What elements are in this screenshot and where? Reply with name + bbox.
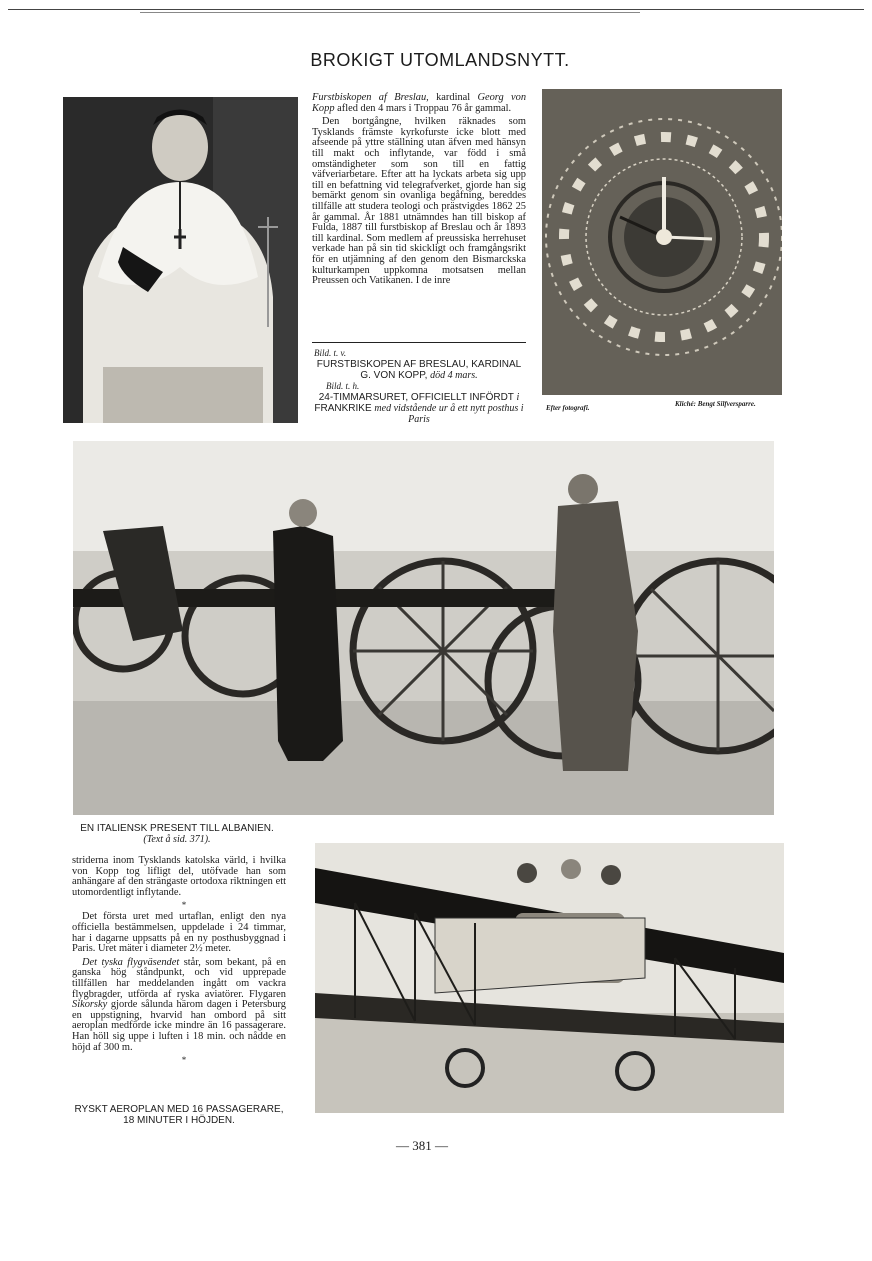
caption-right-italic-2: med vidstående ur å ett nytt posthus i Paris: [374, 403, 524, 425]
credit-photo: Efter fotografi.: [546, 404, 590, 412]
caption-albania-text: EN ITALIENSK PRESENT TILL ALBANIEN.: [80, 823, 274, 834]
top-rule: [8, 9, 864, 10]
caption-left-italic: död 4 mars.: [430, 370, 478, 381]
caption-right-text-2: FRANKRIKE: [314, 403, 372, 414]
separator-star-1: *: [181, 900, 187, 911]
caption-left-text: FURSTBISKOPEN AF BRESLAU, KARDINAL G. VON KOPP,: [316, 359, 522, 381]
lead-name-2: Georg von Kopp: [312, 92, 527, 114]
separator-star-2: *: [181, 1055, 187, 1066]
article-bottom-para3: [72, 958, 286, 1053]
caption-aeroplane: [72, 1104, 286, 1126]
caption-right-text: 24-TIMMARSURET, OFFICIELLT INFÖRDT: [318, 392, 514, 403]
lead-name: Furstbiskopen af Breslau,: [312, 92, 429, 103]
page-title: BROKIGT UTOMLANDSNYTT.: [310, 50, 570, 70]
caption-right-italic-1: i: [516, 392, 520, 403]
lead-rest-2: afled den 4 mars i Troppau 76 år gammal.: [334, 102, 512, 114]
cardinal-portrait-photo: [63, 97, 298, 423]
top-rule-secondary: [140, 12, 640, 13]
caption-albania-italic: (Text å sid. 371).: [143, 834, 211, 845]
lead-rest-1: kardinal: [428, 92, 478, 103]
article-bottom-text: [72, 856, 286, 1067]
page-number: — 381 —: [396, 1138, 448, 1153]
caption-divider: [312, 342, 526, 343]
caption-cardinal: [312, 348, 526, 381]
credit-cliche: Kliché: Bengt Silfversparre.: [675, 400, 756, 408]
article-paragraph: Den bortgångne, hvilken räknades som Tysklands främste kyrkofurste icke blott med afseende på yttre ställning utan äfven med hänsyn till makt och inflytande, var född i små omständigheter som son till en fattig väfveriarbetare. Efter att ha lyckats arbeta sig upp till en befattning vid telegrafverket, gjorde han sig bemärkt genom sin ovanliga begåfning, bereddes tillfälle att studera teologi och prästvigdes 1862 25 år gammal. År 1881 utnämndes han till biskop af Fulda, 1887 till furstbiskop af Breslau och år 1893 till kardinal. Som medlem af preussiska herrehuset verkade han på sin tid skickligt och framgångsrikt för en utjämning af den genom den Bismarckska kulturkampen uppkomna motsatsen mellan Preussen och Vatikanen. I de inre: [312, 116, 526, 287]
caption-albania: [70, 823, 284, 845]
aeroplane-photo: [315, 843, 784, 1113]
clock-photo: [542, 89, 782, 395]
article-lead: [312, 93, 526, 114]
para3-name: Sikorsky: [72, 999, 108, 1011]
caption-left-label: Bild. t. v.: [314, 348, 347, 358]
caption-aeroplane-text: RYSKT AEROPLAN MED 16 PASSAGERARE, 18 MINUTER I HÖJDEN.: [74, 1104, 284, 1126]
article-cardinal-text: [312, 93, 526, 290]
article-bottom-para2: Det första uret med urtaflan, enligt den nya officiella bestämmelsen, uppdelade i 24 timmar, har i dagarne uppsatts på en ny posthusbyggnad i Paris. Uret mäter i diameter 2½ meter.: [72, 911, 286, 955]
caption-clock: [312, 381, 526, 425]
caption-right-label: Bild. t. h.: [326, 381, 360, 391]
article-bottom-para1: striderna inom Tysklands katolska värld, i hvilka von Kopp tog lifligt del, utöfvade han som anhängare af den strängaste ortodoxa riktningen ett utomordentligt inflytande.: [72, 855, 286, 898]
para3-b: gjorde sålunda härom dagen i Petersburg en uppstigning, hvarvid han ombord på sitt aeroplan medförde icke mindre än 16 passagerare. Han höll sig uppe i luften i 18 min. och nådde en höjd af 300 m.: [72, 999, 286, 1053]
para3-a: står, som bekant, på en ganska hög ståndpunkt, och vid upprepade tillfällen har meddelanden ingått om vackra flygbragder, utförda af ryska aviatörer. Flygaren: [72, 956, 286, 1000]
cannons-photo: [73, 441, 774, 815]
para3-italic: Det tyska flygväsendet: [82, 956, 180, 968]
